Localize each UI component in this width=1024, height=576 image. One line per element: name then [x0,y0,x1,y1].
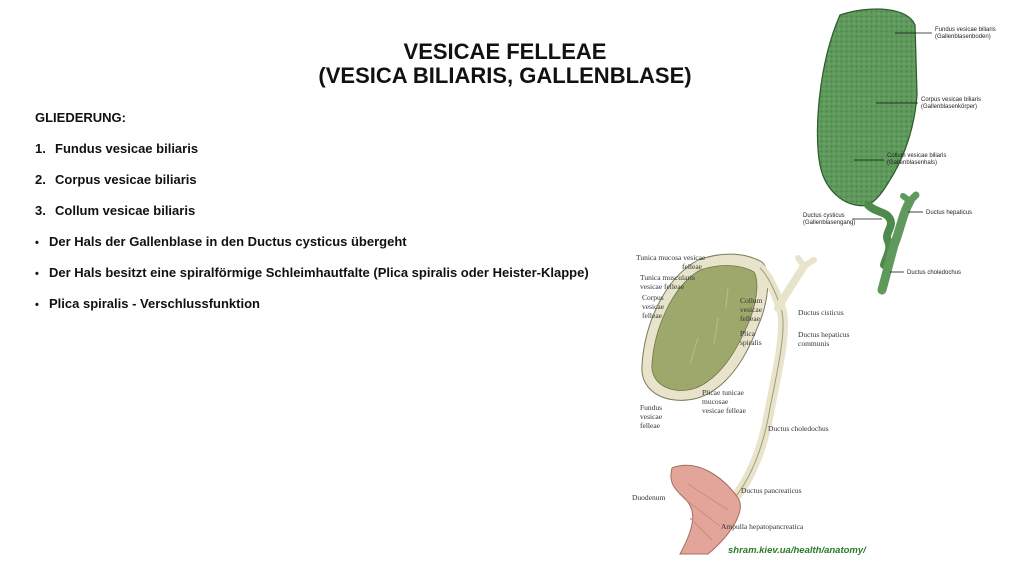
label-collum: Collum vesicae biliaris [887,153,947,159]
bullet-text: Der Hals besitzt eine spiralförmige Schleimhautfalte (Plica spiralis oder Heister-Klappe) [49,265,589,280]
item-number: 1. [35,141,46,156]
slide-title [250,40,760,88]
label-plica: Plica [740,329,755,338]
title-line-2: (VESICA BILIARIS, GALLENBLASE) [318,63,692,88]
bullet-icon: • [35,237,39,249]
numbered-item [35,203,195,218]
bullet-icon: • [35,268,39,280]
label-corpus-sub: (Gallenblasenkörper) [921,104,978,110]
label-tunica-mucosa-2: felleae [682,262,702,271]
label-plica-2: spiralis [740,338,762,347]
label-ductus-cisticus: Ductus cisticus [798,308,844,317]
label-collum-sub: (Gallenblasenhals) [887,160,938,166]
label-tunica-muscularis-2: vesicae felleae [640,282,684,291]
gallbladder-section-figure [628,248,858,560]
item-number: 3. [35,203,46,218]
label-ductus-choledochus: Ductus choledochus [768,424,829,433]
bullet-text: Der Hals der Gallenblase in den Ductus cysticus übergeht [49,234,407,249]
label-fundus-2: vesicae [640,412,663,421]
label-plicae: Plicae tunicae [702,388,744,397]
label-collum: Collum [740,296,763,305]
source-url: shram.kiev.ua/health/anatomy/ [728,545,866,556]
label-hepaticus: Ductus hepaticus [926,210,973,216]
label-plicae-3: vesicae felleae [702,406,746,415]
bullet-item [35,265,589,280]
label-corpus-3: felleae [642,311,662,320]
bullet-icon: • [35,299,39,311]
label-cysticus: Ductus cysticus [803,213,845,219]
numbered-item [35,172,197,187]
label-choledochus: Ductus choledochus [907,270,962,276]
outline-heading: GLIEDERUNG: [35,110,126,125]
bullet-item [35,296,260,311]
label-ampulla: Ampulla hepatopancreatica [721,522,804,531]
label-corpus-2: vesicae [642,302,665,311]
label-collum-3: felleae [740,314,760,323]
gallbladder-body [817,9,917,206]
label-corpus: Corpus vesicae biliaris [921,97,982,103]
title-line-1: VESICAE FELLEAE [403,39,607,64]
duodenum [671,465,740,554]
label-ductus-hepaticus-2: communis [798,339,830,348]
item-text: Collum vesicae biliaris [55,203,196,218]
label-tunica-mucosa: Tunica mucosa vesicae [636,253,706,262]
item-text: Fundus vesicae biliaris [55,141,199,156]
item-number: 2. [35,172,46,187]
label-ductus-pancreaticus: Ductus pancreaticus [741,486,802,495]
bullet-text: Plica spiralis - Verschlussfunktion [49,296,260,311]
item-text: Corpus vesicae biliaris [55,172,197,187]
label-cysticus-sub: (Gallenblasengang) [803,220,856,226]
label-duodenum: Duodenum [632,493,666,502]
label-collum-2: vesicae [740,305,763,314]
label-fundus: Fundus vesicae biliaris [935,27,996,33]
label-ductus-hepaticus: Ductus hepaticus [798,330,850,339]
numbered-item [35,141,198,156]
label-fundus: Fundus [640,403,663,412]
bullet-item [35,234,407,249]
label-plicae-2: mucosae [702,397,729,406]
label-corpus: Corpus [642,293,664,302]
label-fundus-3: felleae [640,421,660,430]
label-fundus-sub: (Gallenblasenboden) [935,34,991,40]
label-tunica-muscularis: Tunica muscularis [640,273,695,282]
